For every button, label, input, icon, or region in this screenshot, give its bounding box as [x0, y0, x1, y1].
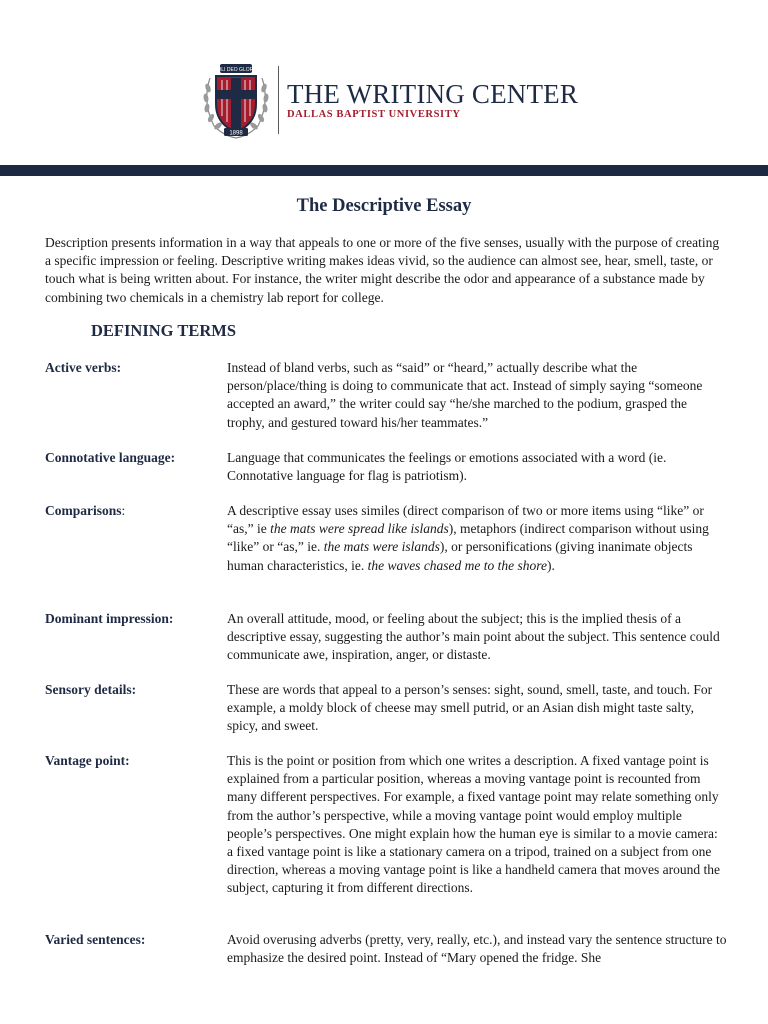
definition-dominant-impression: An overall attitude, mood, or feeling about the subject; this is the implied thesis of a descriptive essay, suggesting the author’s main point about the subject. This sentence could communicate awe, inspiration, anger, or distaste. — [227, 611, 720, 663]
definition-sensory-details: These are words that appeal to a person’s senses: sight, sound, smell, taste, and touch. For example, a moldy block of cheese may smell putrid, or an Asian dish might taste salty, spicy, and sweet. — [227, 682, 713, 734]
definition-connotative-language: Language that communicates the feelings or emotions associated with a word (ie. Connotative language for flag is patriotism). — [227, 450, 667, 484]
writing-center-header — [200, 58, 578, 142]
definition-vantage-point: This is the point or position from which one writes a description. A fixed vantage point is explained from a particular position, whereas a moving vantage point is recounted from many different perspectives. For example, a fixed vantage point may relate something only from the author’s perspective, while a moving vantage point would employ multiple people’s perspectives. One might explain how the human eye is similar to a movie camera: a fixed vantage point is like a stationary camera on a tripod, trained on a subject from one direction, whereas a moving vantage point is like a handheld camera that moves around the subject, capturing it from different directions. — [227, 753, 720, 896]
definition-active-verbs: Instead of bland verbs, such as “said” or “heard,” actually describe what the person/place/thing is doing to communicate that act. Instead of simply saying “someone accepted an award,” the writer could say “he/she marched to the podium, grasped the trophy, and gestured toward his/her teammates.” — [227, 360, 703, 430]
section-heading: DEFINING TERMS — [91, 321, 237, 340]
definition-comparisons: A descriptive essay uses similes (direct comparison of two or more items using “like” or “as,” ie the mats were spread like islands), metaphors (indirect comparison without using “like” or “as,” ie. the mats were islands), or personifications (giving inanimate objects human characteristics, ie. the waves chased me to the shore). — [227, 503, 709, 573]
term-connotative-language: Connotative language: — [45, 450, 176, 465]
brand-title: THE WRITING CENTER — [287, 79, 579, 109]
term-sensory-details: Sensory details: — [45, 682, 137, 697]
svg-text:1898: 1898 — [229, 130, 243, 137]
header-band — [0, 165, 768, 176]
brand-subtitle: DALLAS BAPTIST UNIVERSITY — [287, 109, 461, 120]
term-dominant-impression: Dominant impression: — [45, 611, 174, 626]
term-active-verbs: Active verbs: — [45, 360, 122, 375]
definition-varied-sentences: Avoid overusing adverbs (pretty, very, really, etc.), and instead vary the sentence structure to emphasize the desired point. Instead of “Mary opened the fridge. She — [227, 932, 727, 966]
svg-text:SOLI DEO GLORIA: SOLI DEO GLORIA — [214, 67, 258, 73]
term-varied-sentences: Varied sentences: — [45, 932, 146, 947]
intro-paragraph: Description presents information in a way that appeals to one or more of the five senses, usually with the purpose of creating a specific impression or feeling. Descriptive writing makes ideas vivid, so the audience can almost see, hear, smell, taste, or touch what is being written about. For instance, the writer might describe the odor and appearance of a substance made by combining two chemicals in a chemistry lab report for college. — [45, 235, 720, 305]
brand-text — [287, 80, 578, 120]
term-comparisons: Comparisons: — [45, 503, 126, 518]
university-crest-icon — [200, 58, 272, 142]
term-vantage-point: Vantage point: — [45, 753, 130, 768]
document-title: The Descriptive Essay — [296, 196, 472, 216]
header-divider — [278, 66, 279, 134]
